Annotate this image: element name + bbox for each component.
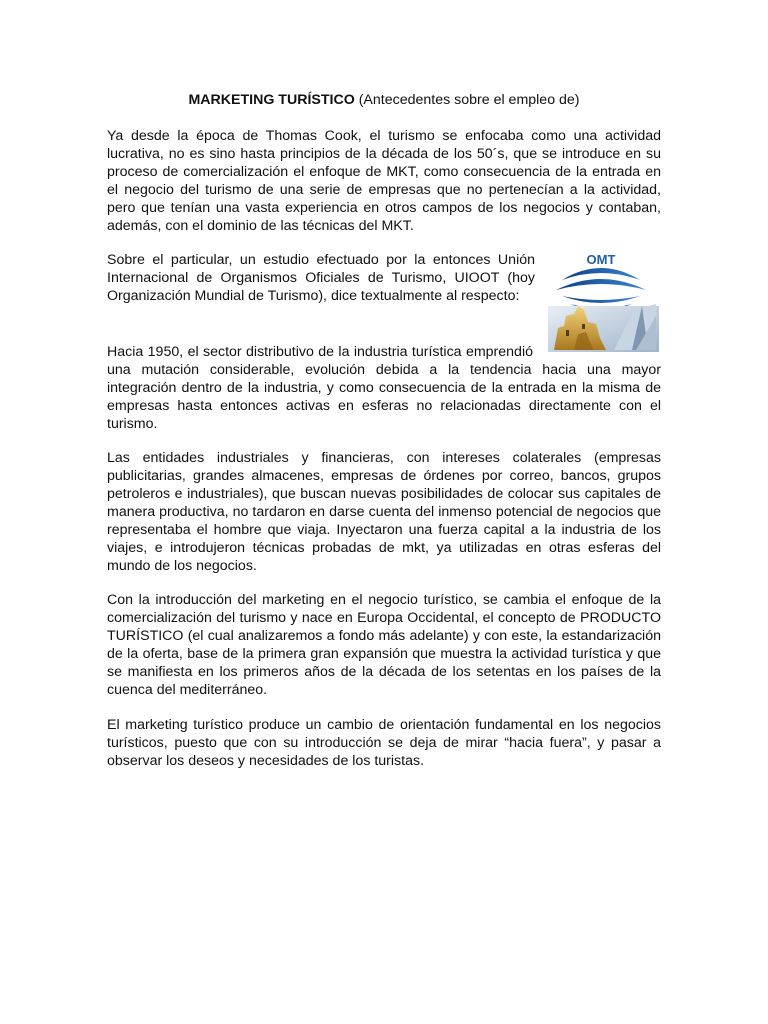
paragraph-3 (107, 343, 661, 433)
omt-logo-graphic (544, 246, 659, 354)
paragraph-4: Las entidades industriales y financieras, con intereses colaterales (empresas publicitarias, grandes almacenes, empresas de órdenes por correo, bancos, grupos petroleros e industriales), que buscan nuevas posibilidades de colocar sus capitales de manera productiva, no tardaron en darse cuenta del inmenso potencial de negocios que representaba el hombre que viaja. Inyectaron una fuerza capital a la industria de los viajes, e introdujeron técnicas probadas de mkt, ya utilizadas en otras esferas del mundo de los negocios. (107, 450, 661, 574)
omt-logo-image (544, 246, 659, 354)
title-subtitle: (Antecedentes sobre el empleo de) (354, 92, 580, 108)
paragraph-6: El marketing turístico produce un cambio de orientación fundamental en los negocios turísticos, puesto que con su introducción se deja de mirar “hacia fuera”, y pasar a observar los deseos y necesidades de los turistas. (107, 717, 661, 769)
document-title (107, 91, 661, 109)
paragraph-1: Ya desde la época de Thomas Cook, el turismo se enfocaba como una actividad lucrativa, no es sino hasta principios de la década de los 50´s, que se introduce en su proceso de comercialización el enfoque de MKT, como consecuencia de la entrada en el negocio del turismo de una serie de empresas que no pertenecían a la actividad, pero que tenían una vasta experiencia en otros campos de los negocios y contaban, además, con el dominio de las técnicas del MKT. (107, 128, 661, 234)
paragraph-3-text: Hacia 1950, el sector distributivo de la industria turística emprendió una mutación considerable, evolución debida a la tendencia hacia una mayor integración dentro de la industria, y como consecuencia de la entrada en la misma de empresas hasta entonces activas en esferas no relacionadas directamente con el turismo. (107, 344, 661, 432)
title-bold: MARKETING TURÍSTICO (188, 92, 355, 108)
omt-logo-text: OMT (586, 252, 616, 267)
paragraph-5: Con la introducción del marketing en el negocio turístico, se cambia el enfoque de la comercialización del turismo y nace en Europa Occidental, el concepto de PRODUCTO TURÍSTICO (el cual analizaremos a fondo más adelante) y con este, la estandarización de la oferta, base de la primera gran expansión que muestra la actividad turística y que se manifiesta en los primeros años de la década de los setentas en los países de la cuenca del mediterráneo. (107, 592, 661, 698)
paragraph-2: Sobre el particular, un estudio efectuado por la entonces Unión Internacional de Organismos Oficiales de Turismo, UIOOT (hoy Organización Mundial de Turismo), dice textualmente al respecto: (107, 252, 535, 304)
